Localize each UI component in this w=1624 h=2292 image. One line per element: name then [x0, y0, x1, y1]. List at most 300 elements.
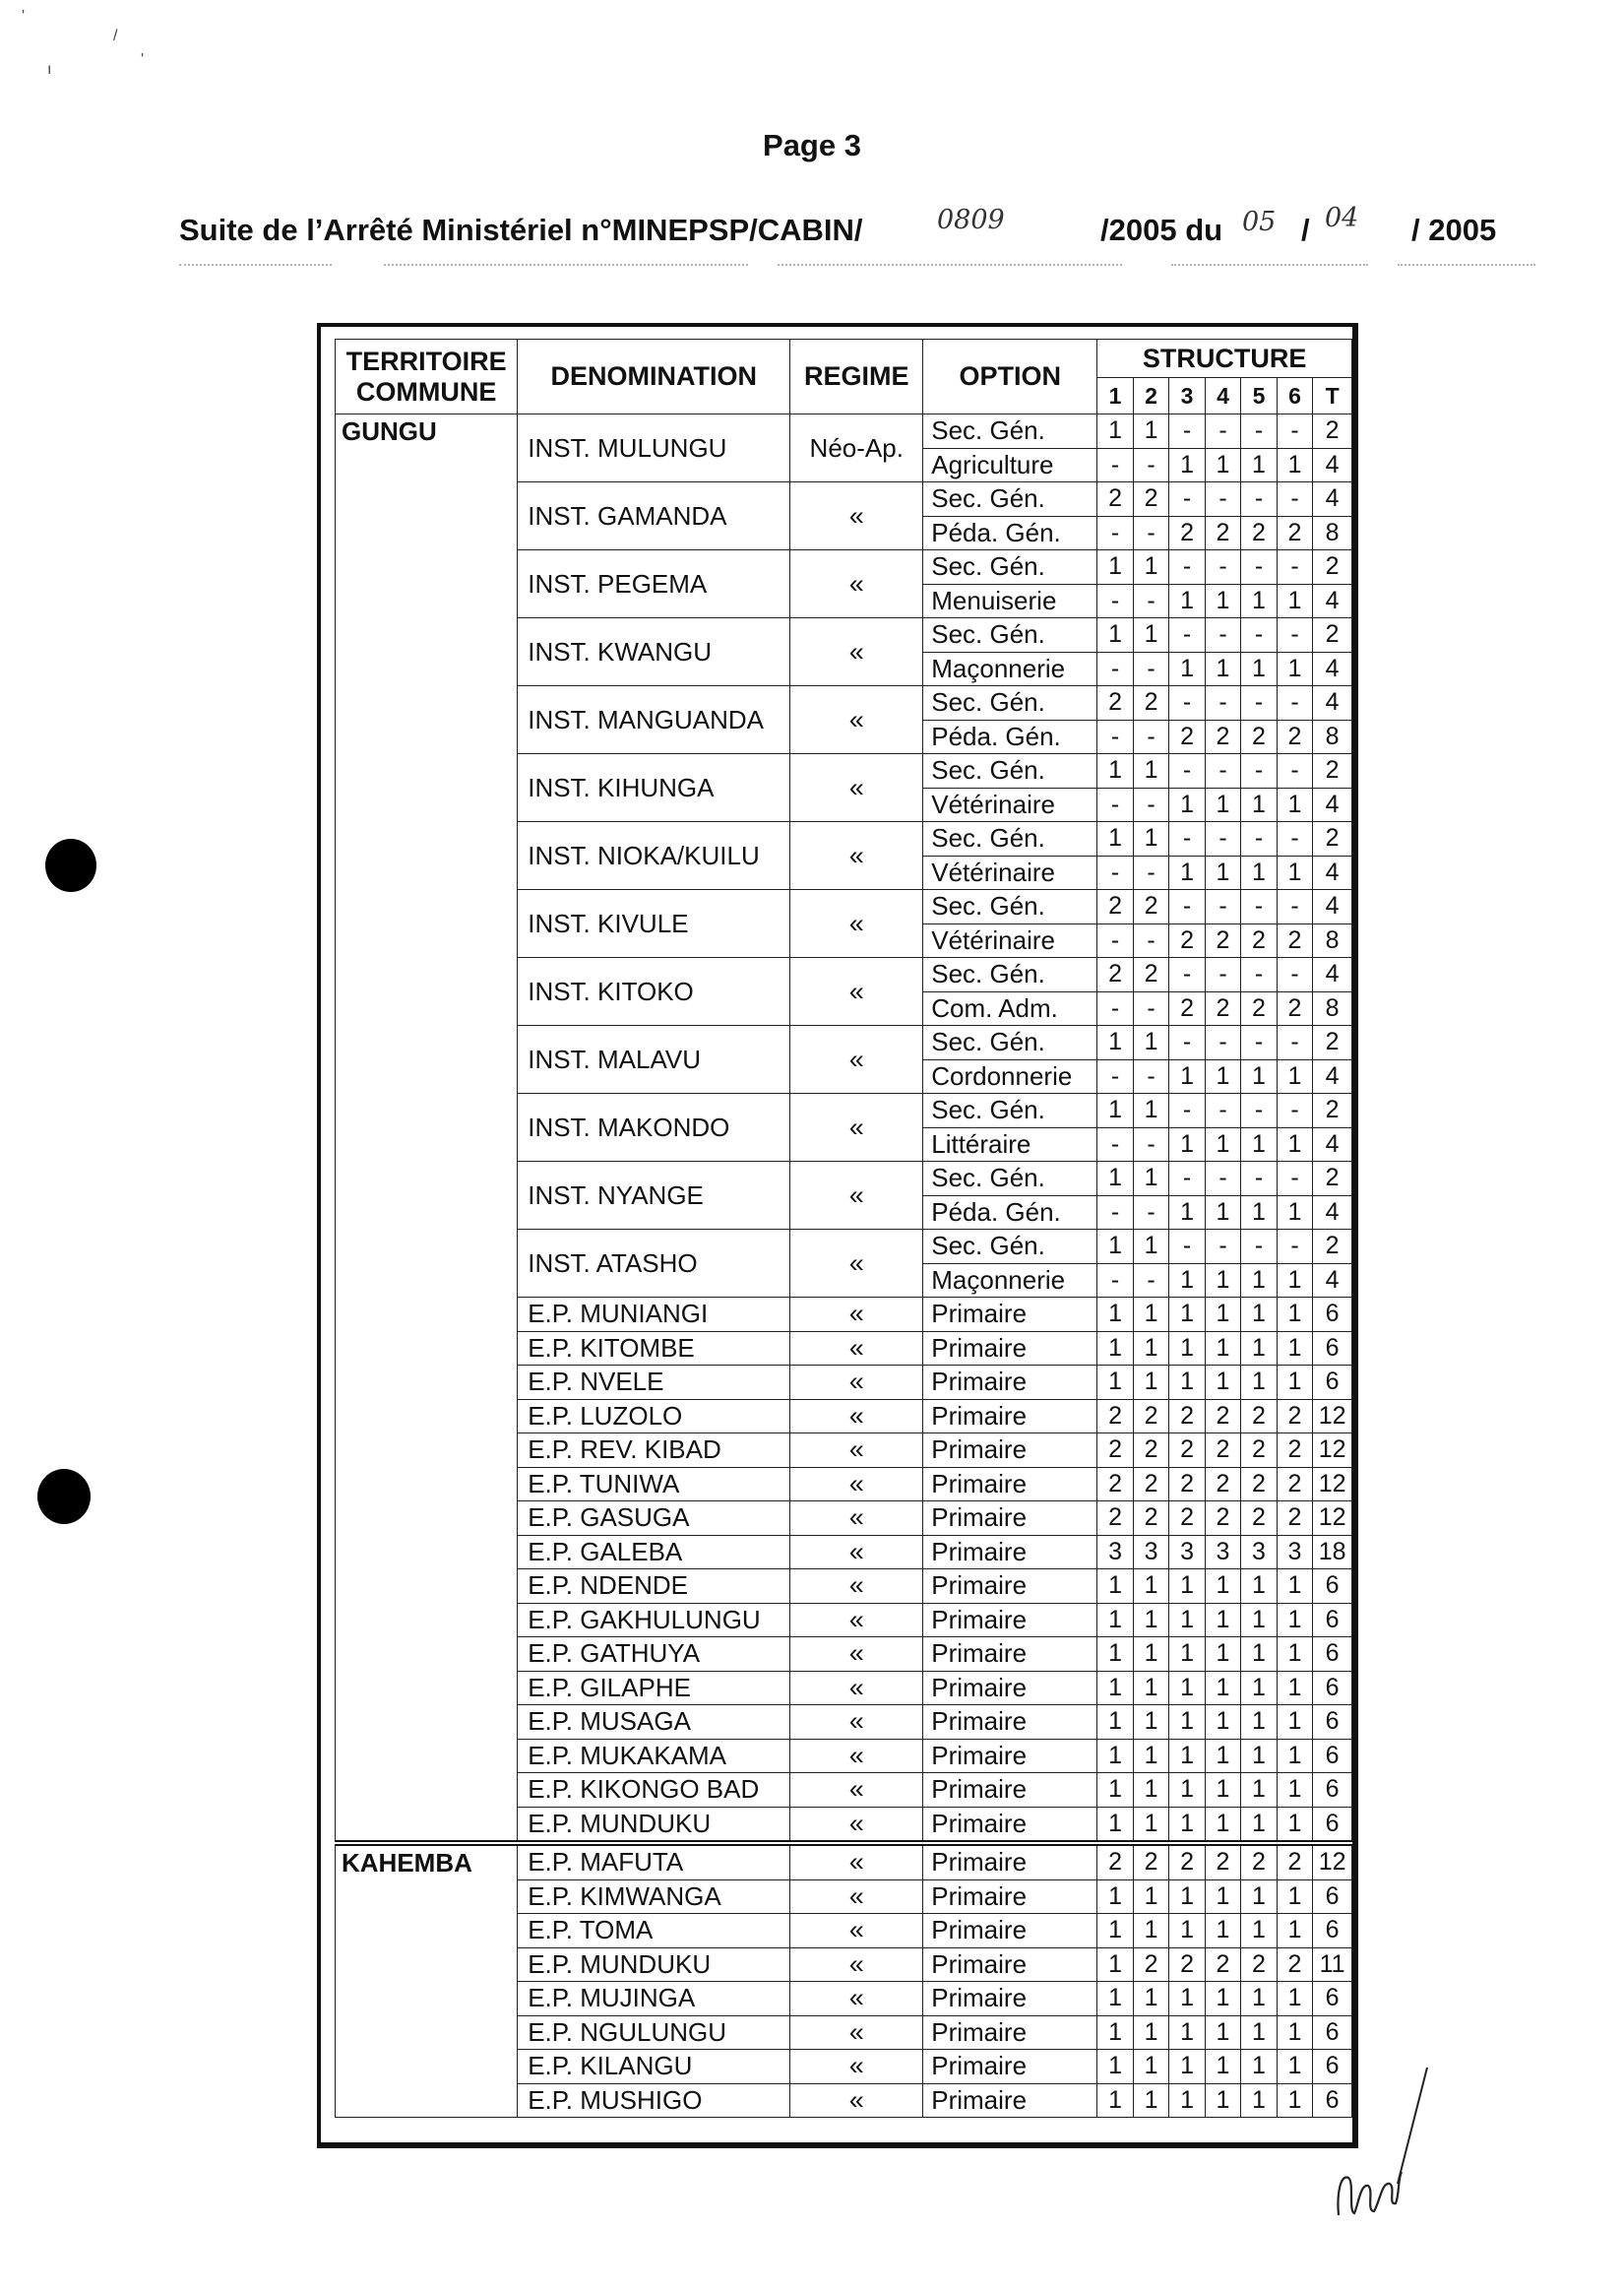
- structure-value-cell: 1: [1097, 1331, 1133, 1366]
- structure-value-cell: 1: [1205, 1671, 1240, 1705]
- structure-value-cell: 1: [1277, 788, 1312, 822]
- regime-cell: «: [790, 1773, 923, 1808]
- structure-value-cell: -: [1277, 822, 1312, 857]
- structure-value-cell: -: [1205, 686, 1240, 721]
- structure-value-cell: 1: [1277, 1739, 1312, 1773]
- structure-value-cell: -: [1205, 958, 1240, 992]
- structure-value-cell: -: [1133, 720, 1168, 754]
- structure-value-cell: -: [1205, 414, 1240, 449]
- structure-total-cell: 6: [1313, 1705, 1352, 1740]
- option-cell: Sec. Gén.: [923, 1230, 1097, 1264]
- regime-cell: «: [790, 1603, 923, 1637]
- structure-value-cell: 2: [1133, 1433, 1168, 1468]
- structure-value-cell: -: [1277, 482, 1312, 517]
- option-cell: Sec. Gén.: [923, 550, 1097, 585]
- structure-value-cell: 1: [1277, 1298, 1312, 1332]
- option-cell: Primaire: [923, 1603, 1097, 1637]
- structure-value-cell: -: [1133, 448, 1168, 482]
- denomination-cell: INST. KIHUNGA: [518, 754, 790, 822]
- structure-value-cell: 2: [1277, 720, 1312, 754]
- structure-total-cell: 6: [1313, 1739, 1352, 1773]
- structure-total-cell: 11: [1313, 1947, 1352, 1982]
- denomination-cell: E.P. MUNDUKU: [518, 1807, 790, 1843]
- denomination-cell: E.P. LUZOLO: [518, 1399, 790, 1433]
- structure-value-cell: 2: [1205, 1947, 1240, 1982]
- structure-value-cell: 1: [1241, 1298, 1277, 1332]
- structure-value-cell: 2: [1097, 1467, 1133, 1501]
- structure-value-cell: 1: [1205, 1366, 1240, 1400]
- structure-total-cell: 18: [1313, 1535, 1352, 1569]
- regime-cell: «: [790, 1399, 923, 1433]
- denomination-cell: E.P. MUKAKAMA: [518, 1739, 790, 1773]
- structure-value-cell: 1: [1277, 1603, 1312, 1637]
- option-cell: Maçonnerie: [923, 1263, 1097, 1298]
- structure-value-cell: 1: [1097, 1807, 1133, 1843]
- structure-value-cell: -: [1169, 1162, 1205, 1196]
- structure-value-cell: 1: [1133, 1671, 1168, 1705]
- structure-value-cell: 1: [1169, 1705, 1205, 1740]
- handwritten-decree-number: 0809: [937, 205, 1005, 235]
- regime-cell: «: [790, 1569, 923, 1604]
- option-cell: Sec. Gén.: [923, 1162, 1097, 1196]
- structure-value-cell: 2: [1277, 991, 1312, 1026]
- regime-cell: «: [790, 1705, 923, 1740]
- structure-value-cell: 1: [1205, 584, 1240, 618]
- punch-hole-dot: [37, 1469, 91, 1524]
- structure-value-cell: 1: [1169, 1603, 1205, 1637]
- structure-value-cell: 1: [1205, 1705, 1240, 1740]
- structure-value-cell: 1: [1133, 1914, 1168, 1948]
- structure-value-cell: 1: [1241, 1739, 1277, 1773]
- option-cell: Primaire: [923, 1366, 1097, 1400]
- structure-total-cell: 4: [1313, 958, 1352, 992]
- structure-value-cell: -: [1097, 991, 1133, 1026]
- structure-value-cell: -: [1133, 1059, 1168, 1094]
- structure-value-cell: 2: [1205, 991, 1240, 1026]
- structure-value-cell: -: [1133, 584, 1168, 618]
- structure-value-cell: -: [1241, 482, 1277, 517]
- regime-cell: «: [790, 1535, 923, 1569]
- structure-value-cell: 2: [1097, 482, 1133, 517]
- structure-value-cell: 1: [1241, 2083, 1277, 2118]
- structure-total-cell: 4: [1313, 686, 1352, 721]
- option-cell: Primaire: [923, 1637, 1097, 1672]
- option-cell: Primaire: [923, 1914, 1097, 1948]
- structure-value-cell: 1: [1241, 2015, 1277, 2050]
- structure-value-cell: 2: [1133, 1467, 1168, 1501]
- structure-value-cell: 2: [1169, 720, 1205, 754]
- structure-value-cell: 1: [1169, 1298, 1205, 1332]
- option-cell: Péda. Gén.: [923, 516, 1097, 550]
- structure-value-cell: 2: [1241, 1433, 1277, 1468]
- structure-value-cell: 1: [1097, 1026, 1133, 1060]
- dotted-rule: [384, 264, 748, 266]
- structure-value-cell: -: [1277, 618, 1312, 653]
- regime-cell: «: [790, 482, 923, 550]
- structure-value-cell: 2: [1205, 1399, 1240, 1433]
- header-regime: REGIME: [790, 340, 923, 414]
- structure-value-cell: 2: [1133, 1843, 1168, 1879]
- punch-hole-dot: [45, 839, 96, 892]
- structure-value-cell: 1: [1277, 1773, 1312, 1808]
- structure-value-cell: 1: [1241, 1671, 1277, 1705]
- structure-value-cell: 3: [1277, 1535, 1312, 1569]
- structure-value-cell: 1: [1097, 1637, 1133, 1672]
- structure-total-cell: 8: [1313, 516, 1352, 550]
- option-cell: Sec. Gén.: [923, 618, 1097, 653]
- heading-text-decree: Suite de l’Arrêté Ministériel n°MINEPSP/CABIN/: [179, 213, 863, 247]
- table-body: [336, 414, 1352, 2118]
- option-cell: Vétérinaire: [923, 788, 1097, 822]
- structure-value-cell: 1: [1205, 1807, 1240, 1843]
- option-cell: Primaire: [923, 1982, 1097, 2016]
- structure-total-cell: 6: [1313, 1603, 1352, 1637]
- header-territoire: TERRITOIRE: [345, 346, 507, 376]
- structure-value-cell: 2: [1133, 958, 1168, 992]
- structure-value-cell: 1: [1097, 1982, 1133, 2016]
- denomination-cell: INST. KITOKO: [518, 958, 790, 1026]
- structure-value-cell: 2: [1169, 1843, 1205, 1879]
- regime-cell: «: [790, 2050, 923, 2084]
- margin-tick: ': [22, 8, 26, 25]
- structure-value-cell: 1: [1133, 1331, 1168, 1366]
- structure-total-cell: 6: [1313, 2015, 1352, 2050]
- structure-value-cell: 1: [1277, 2083, 1312, 2118]
- option-cell: Primaire: [923, 1843, 1097, 1879]
- dotted-rule: [778, 264, 1122, 266]
- denomination-cell: E.P. MUSHIGO: [518, 2083, 790, 2118]
- structure-value-cell: 2: [1205, 1501, 1240, 1536]
- handwritten-signature: [1319, 2068, 1457, 2225]
- structure-value-cell: 2: [1205, 1433, 1240, 1468]
- structure-value-cell: -: [1277, 754, 1312, 789]
- structure-value-cell: 2: [1205, 923, 1240, 958]
- structure-value-cell: 1: [1097, 1162, 1133, 1196]
- structure-value-cell: 1: [1097, 754, 1133, 789]
- structure-value-cell: 1: [1169, 1637, 1205, 1672]
- structure-value-cell: -: [1205, 1026, 1240, 1060]
- denomination-cell: E.P. TOMA: [518, 1914, 790, 1948]
- structure-value-cell: 2: [1169, 1947, 1205, 1982]
- structure-total-cell: 4: [1313, 482, 1352, 517]
- structure-value-cell: 1: [1277, 1059, 1312, 1094]
- structure-value-cell: 1: [1169, 1739, 1205, 1773]
- structure-value-cell: 2: [1241, 1501, 1277, 1536]
- structure-value-cell: 2: [1277, 1399, 1312, 1433]
- regime-cell: «: [790, 1331, 923, 1366]
- structure-value-cell: 1: [1169, 1914, 1205, 1948]
- structure-value-cell: -: [1133, 652, 1168, 686]
- structure-value-cell: 1: [1205, 1195, 1240, 1230]
- structure-value-cell: 1: [1205, 1914, 1240, 1948]
- structure-value-cell: -: [1169, 482, 1205, 517]
- structure-value-cell: 1: [1277, 584, 1312, 618]
- structure-total-cell: 2: [1313, 1094, 1352, 1128]
- structure-value-cell: -: [1241, 618, 1277, 653]
- regime-cell: «: [790, 1162, 923, 1230]
- heading-text-year: /2005 du: [1100, 213, 1223, 247]
- regime-cell: «: [790, 958, 923, 1026]
- header-structure: STRUCTURE: [1097, 340, 1352, 378]
- structure-value-cell: 1: [1277, 1914, 1312, 1948]
- option-cell: Primaire: [923, 1298, 1097, 1332]
- structure-value-cell: -: [1277, 550, 1312, 585]
- structure-value-cell: 1: [1205, 1127, 1240, 1162]
- structure-total-cell: 4: [1313, 652, 1352, 686]
- denomination-cell: INST. GAMANDA: [518, 482, 790, 550]
- header-col-6: 6: [1277, 378, 1312, 414]
- option-cell: Primaire: [923, 1467, 1097, 1501]
- option-cell: Maçonnerie: [923, 652, 1097, 686]
- structure-value-cell: 1: [1133, 1366, 1168, 1400]
- structure-value-cell: -: [1205, 1230, 1240, 1264]
- structure-value-cell: -: [1241, 550, 1277, 585]
- regime-cell: «: [790, 1501, 923, 1536]
- structure-value-cell: 2: [1205, 1843, 1240, 1879]
- structure-total-cell: 2: [1313, 550, 1352, 585]
- option-cell: Agriculture: [923, 448, 1097, 482]
- header-denomination: DENOMINATION: [518, 340, 790, 414]
- denomination-cell: E.P. GAKHULUNGU: [518, 1603, 790, 1637]
- structure-value-cell: 1: [1133, 1026, 1168, 1060]
- regime-cell: «: [790, 1947, 923, 1982]
- denomination-cell: INST. NYANGE: [518, 1162, 790, 1230]
- option-cell: Primaire: [923, 1433, 1097, 1468]
- denomination-cell: E.P. GATHUYA: [518, 1637, 790, 1672]
- table-row: [336, 1843, 1352, 1879]
- structure-value-cell: -: [1205, 822, 1240, 857]
- structure-value-cell: 1: [1205, 1263, 1240, 1298]
- structure-value-cell: 1: [1097, 2083, 1133, 2118]
- structure-value-cell: 1: [1133, 1298, 1168, 1332]
- regime-cell: «: [790, 1914, 923, 1948]
- structure-value-cell: 1: [1133, 2015, 1168, 2050]
- denomination-cell: E.P. GILAPHE: [518, 1671, 790, 1705]
- structure-value-cell: 1: [1133, 550, 1168, 585]
- structure-value-cell: 1: [1133, 1603, 1168, 1637]
- structure-value-cell: 1: [1133, 1705, 1168, 1740]
- structure-value-cell: 1: [1241, 1705, 1277, 1740]
- structure-value-cell: -: [1169, 550, 1205, 585]
- structure-value-cell: 2: [1097, 686, 1133, 721]
- structure-total-cell: 4: [1313, 856, 1352, 890]
- structure-value-cell: 1: [1169, 1366, 1205, 1400]
- structure-value-cell: -: [1241, 754, 1277, 789]
- structure-value-cell: 1: [1169, 856, 1205, 890]
- structure-value-cell: -: [1241, 1094, 1277, 1128]
- structure-value-cell: 1: [1133, 2050, 1168, 2084]
- structure-value-cell: 1: [1241, 2050, 1277, 2084]
- structure-value-cell: -: [1097, 923, 1133, 958]
- structure-value-cell: 2: [1241, 1843, 1277, 1879]
- regime-cell: «: [790, 1637, 923, 1672]
- dotted-rule: [1171, 264, 1368, 266]
- option-cell: Primaire: [923, 1807, 1097, 1843]
- structure-value-cell: 1: [1277, 1569, 1312, 1604]
- header-col-4: 4: [1205, 378, 1240, 414]
- regime-cell: «: [790, 1433, 923, 1468]
- structure-total-cell: 2: [1313, 754, 1352, 789]
- structure-total-cell: 4: [1313, 1195, 1352, 1230]
- structure-value-cell: 1: [1169, 1331, 1205, 1366]
- structure-total-cell: 2: [1313, 1230, 1352, 1264]
- structure-value-cell: 2: [1277, 1501, 1312, 1536]
- denomination-cell: E.P. KITOMBE: [518, 1331, 790, 1366]
- structure-value-cell: 1: [1277, 652, 1312, 686]
- option-cell: Primaire: [923, 1535, 1097, 1569]
- structure-value-cell: 2: [1277, 516, 1312, 550]
- structure-value-cell: -: [1097, 1195, 1133, 1230]
- denomination-cell: INST. KWANGU: [518, 618, 790, 686]
- structure-value-cell: -: [1169, 822, 1205, 857]
- denomination-cell: INST. MAKONDO: [518, 1094, 790, 1162]
- regime-cell: «: [790, 1230, 923, 1298]
- structure-value-cell: 1: [1277, 1127, 1312, 1162]
- denomination-cell: E.P. MUSAGA: [518, 1705, 790, 1740]
- option-cell: Cordonnerie: [923, 1059, 1097, 1094]
- structure-value-cell: 1: [1133, 1982, 1168, 2016]
- structure-value-cell: 1: [1205, 652, 1240, 686]
- structure-total-cell: 6: [1313, 1773, 1352, 1808]
- structure-total-cell: 2: [1313, 618, 1352, 653]
- structure-value-cell: 1: [1169, 1059, 1205, 1094]
- structure-value-cell: 1: [1241, 652, 1277, 686]
- structure-value-cell: 2: [1133, 1947, 1168, 1982]
- header-col-total: T: [1313, 378, 1352, 414]
- regime-cell: «: [790, 1094, 923, 1162]
- structure-value-cell: -: [1241, 822, 1277, 857]
- structure-value-cell: -: [1133, 856, 1168, 890]
- structure-total-cell: 12: [1313, 1399, 1352, 1433]
- denomination-cell: E.P. KILANGU: [518, 2050, 790, 2084]
- structure-total-cell: 6: [1313, 1637, 1352, 1672]
- dotted-rule: [179, 264, 332, 266]
- structure-value-cell: -: [1133, 991, 1168, 1026]
- structure-value-cell: 1: [1205, 1982, 1240, 2016]
- structure-value-cell: -: [1277, 414, 1312, 449]
- option-cell: Sec. Gén.: [923, 754, 1097, 789]
- structure-value-cell: -: [1241, 890, 1277, 924]
- regime-cell: «: [790, 618, 923, 686]
- structure-value-cell: -: [1205, 482, 1240, 517]
- heading-text-end-year: / 2005: [1411, 213, 1497, 247]
- denomination-cell: INST. MULUNGU: [518, 414, 790, 482]
- margin-tick: ': [141, 51, 145, 68]
- header-col-5: 5: [1241, 378, 1277, 414]
- structure-value-cell: -: [1205, 890, 1240, 924]
- structure-total-cell: 4: [1313, 1127, 1352, 1162]
- structure-value-cell: 1: [1241, 1366, 1277, 1400]
- option-cell: Littéraire: [923, 1127, 1097, 1162]
- structure-value-cell: 1: [1169, 2050, 1205, 2084]
- handwritten-month: 04: [1325, 203, 1359, 233]
- structure-total-cell: 4: [1313, 584, 1352, 618]
- structure-value-cell: -: [1169, 414, 1205, 449]
- structure-value-cell: 2: [1241, 991, 1277, 1026]
- structure-value-cell: 1: [1133, 1162, 1168, 1196]
- structure-total-cell: 6: [1313, 1331, 1352, 1366]
- structure-value-cell: 1: [1241, 1914, 1277, 1948]
- structure-value-cell: -: [1097, 584, 1133, 618]
- regime-cell: «: [790, 1739, 923, 1773]
- structure-total-cell: 4: [1313, 1263, 1352, 1298]
- structure-value-cell: 1: [1241, 856, 1277, 890]
- regime-cell: «: [790, 550, 923, 618]
- structure-value-cell: 3: [1205, 1535, 1240, 1569]
- denomination-cell: E.P. MAFUTA: [518, 1843, 790, 1879]
- option-cell: Primaire: [923, 1773, 1097, 1808]
- structure-value-cell: 1: [1169, 1807, 1205, 1843]
- structure-value-cell: 1: [1133, 754, 1168, 789]
- structure-value-cell: 1: [1097, 1739, 1133, 1773]
- structure-value-cell: 1: [1097, 1094, 1133, 1128]
- structure-value-cell: -: [1169, 958, 1205, 992]
- structure-value-cell: 2: [1169, 923, 1205, 958]
- structure-value-cell: 1: [1097, 1230, 1133, 1264]
- structure-value-cell: 2: [1169, 1399, 1205, 1433]
- structure-value-cell: 2: [1241, 1467, 1277, 1501]
- structure-value-cell: 1: [1241, 1603, 1277, 1637]
- structure-value-cell: 1: [1169, 788, 1205, 822]
- structure-value-cell: 1: [1169, 1569, 1205, 1604]
- structure-value-cell: 1: [1097, 1366, 1133, 1400]
- structure-value-cell: -: [1241, 414, 1277, 449]
- structure-value-cell: 2: [1133, 1399, 1168, 1433]
- regime-cell: «: [790, 1671, 923, 1705]
- structure-value-cell: 1: [1133, 1230, 1168, 1264]
- structure-value-cell: 1: [1277, 1195, 1312, 1230]
- option-cell: Sec. Gén.: [923, 822, 1097, 857]
- denomination-cell: E.P. GASUGA: [518, 1501, 790, 1536]
- structure-value-cell: 1: [1241, 1127, 1277, 1162]
- regime-cell: «: [790, 1807, 923, 1843]
- structure-value-cell: -: [1277, 958, 1312, 992]
- header-col-1: 1: [1097, 378, 1133, 414]
- structure-total-cell: 6: [1313, 1569, 1352, 1604]
- regime-cell: «: [790, 1366, 923, 1400]
- structure-value-cell: 1: [1133, 1739, 1168, 1773]
- heading-separator: /: [1301, 213, 1310, 247]
- structure-value-cell: 1: [1241, 584, 1277, 618]
- structure-value-cell: -: [1241, 958, 1277, 992]
- structure-total-cell: 4: [1313, 448, 1352, 482]
- structure-value-cell: 1: [1097, 1705, 1133, 1740]
- structure-value-cell: 3: [1097, 1535, 1133, 1569]
- option-cell: Sec. Gén.: [923, 414, 1097, 449]
- structure-value-cell: 1: [1277, 1331, 1312, 1366]
- structure-value-cell: 1: [1133, 1773, 1168, 1808]
- structure-value-cell: 1: [1097, 2050, 1133, 2084]
- structure-value-cell: 2: [1277, 1947, 1312, 1982]
- structure-value-cell: 2: [1241, 516, 1277, 550]
- header-col-3: 3: [1169, 378, 1205, 414]
- option-cell: Sec. Gén.: [923, 1026, 1097, 1060]
- denomination-cell: INST. KIVULE: [518, 890, 790, 958]
- option-cell: Primaire: [923, 1671, 1097, 1705]
- structure-value-cell: 1: [1133, 1637, 1168, 1672]
- structure-total-cell: 6: [1313, 1807, 1352, 1843]
- structure-value-cell: -: [1169, 754, 1205, 789]
- structure-value-cell: -: [1277, 686, 1312, 721]
- structure-total-cell: 8: [1313, 923, 1352, 958]
- structure-value-cell: -: [1133, 1195, 1168, 1230]
- denomination-cell: E.P. KIKONGO BAD: [518, 1773, 790, 1808]
- regime-cell: «: [790, 2015, 923, 2050]
- structure-value-cell: 1: [1205, 1298, 1240, 1332]
- structure-value-cell: 2: [1097, 1501, 1133, 1536]
- structure-value-cell: 1: [1097, 550, 1133, 585]
- option-cell: Sec. Gén.: [923, 890, 1097, 924]
